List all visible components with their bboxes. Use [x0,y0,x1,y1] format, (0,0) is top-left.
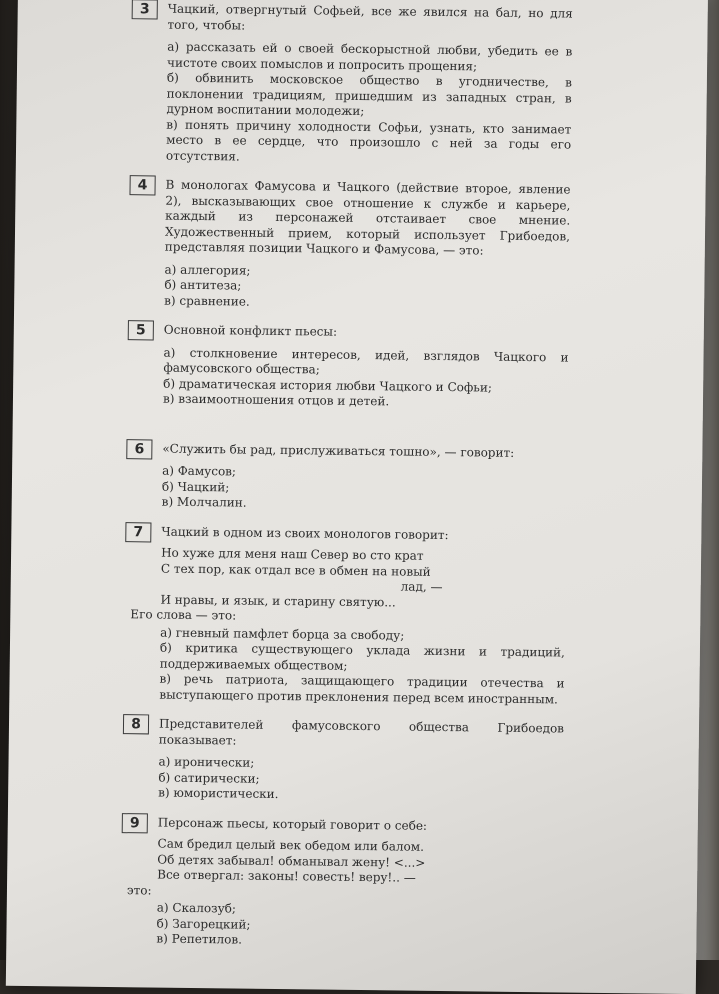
answer-option: б) драматическая история любви Чацкого и Софьи; [163,376,493,395]
question-number: 6 [126,439,152,459]
question-8 [131,716,565,806]
answer-options [156,901,562,952]
question-number: 5 [128,320,154,340]
question-stem: Чацкий в одном из своих монологов говорит: [161,524,449,542]
answer-option: а) Скалозуб; [156,900,237,916]
question-3 [139,1,573,169]
question-number: 8 [123,714,149,734]
verse-line: Но хуже для меня наш Север во сто крат [161,545,424,563]
answer-options [162,464,568,515]
question-6 [134,440,568,515]
answer-options [163,345,569,412]
answer-options [166,40,572,169]
answer-option: в) Молчалин. [161,494,247,510]
questions-list [126,1,573,966]
question-stem: Представителей фамусовского общества Грибоедов показывает: [158,716,565,748]
answer-option: б) Чацкий; [161,479,230,494]
answer-option: б) антитеза; [164,277,242,293]
answer-option: а) Фамусов; [162,463,237,479]
verse-line: Сам бредил целый век обедом или балом. [157,836,425,854]
question-number: 9 [122,813,148,833]
question-lead: Его слова — это: [130,607,237,623]
answer-option: в) понять причину холодности Софьи, узнать, кто занимает место в ее сердце, что произошло с ней за годы его отсутствия. [165,117,572,164]
question-9 [126,814,563,952]
verse-line: Все отвергал: законы! совесть! веру!.. — [157,867,416,885]
answer-option: б) сатирически; [158,770,260,786]
question-number: 3 [132,0,158,19]
verse-line: Об детях забывал! обманывал жену! <...> [157,852,426,870]
answer-option: в) взаимоотношения отцов и детей. [162,391,390,409]
question-stem: «Служить бы рад, прислуживаться тошно», — говорит: [162,441,515,460]
verse-line: И нравы, и язык, и старину святую... [160,592,396,609]
answer-option: в) речь патриота, защищающего традиции отечества и выступающего против преклонения перед всем иностранным. [159,671,565,706]
answer-option: в) Репетилов. [156,931,243,947]
answer-options [164,262,570,313]
quoted-verse [157,837,563,888]
answer-option: а) гневный памфлет борца за свободу; [160,625,405,643]
answer-option: б) Загорецкий; [156,916,251,932]
answer-options [159,625,565,707]
answer-option: а) столкновение интересов, идей, взглядов Чацкого и фамусовского общества; [163,345,569,377]
question-stem: В монологах Фамусова и Чацкого (действие второе, явление 2), высказывающих свое отношение к службе и карьере, каждый из персонажей отстаивает свое мнение. Художественный прием, который использует Грибоедов, представляя позиции Чацкого и Фамусова, — это: [164,177,571,258]
answer-option: а) рассказать ей о своей бескорыстной любви, убедить ее в чистоте своих помыслов и попросить прощения; [167,39,573,73]
question-5 [135,322,569,412]
question-number: 7 [125,522,151,542]
paper-page [6,0,708,994]
question-lead: это: [126,882,152,897]
question-stem: Чацкий, отвергнутый Софьей, все же явился на бал, но для того, чтобы: [167,1,573,33]
question-4 [137,177,571,314]
question-number: 4 [129,175,155,195]
question-7 [130,523,566,707]
verse-line: лад, — [400,579,443,595]
question-stem: Основной конфликт пьесы: [163,322,338,339]
answer-option: в) сравнение. [164,293,250,309]
answer-option: б) критика существующего уклада жизни и традиций, поддерживаемых обществом; [159,640,566,673]
answer-option: а) иронически; [158,754,255,770]
answer-options [158,755,564,806]
answer-option: б) обвинить московское общество в угодничестве, в поклонении традициям, пришедшим из западных стран, в дурном воспитании молодежи; [166,70,572,119]
answer-option: а) аллегория; [164,262,251,278]
quoted-verse [160,546,566,613]
answer-option: в) юмористически. [158,785,279,802]
question-stem: Персонаж пьесы, который говорит о себе: [157,815,428,833]
verse-line: С тех пор, как отдал все в обмен на новый [160,561,431,579]
